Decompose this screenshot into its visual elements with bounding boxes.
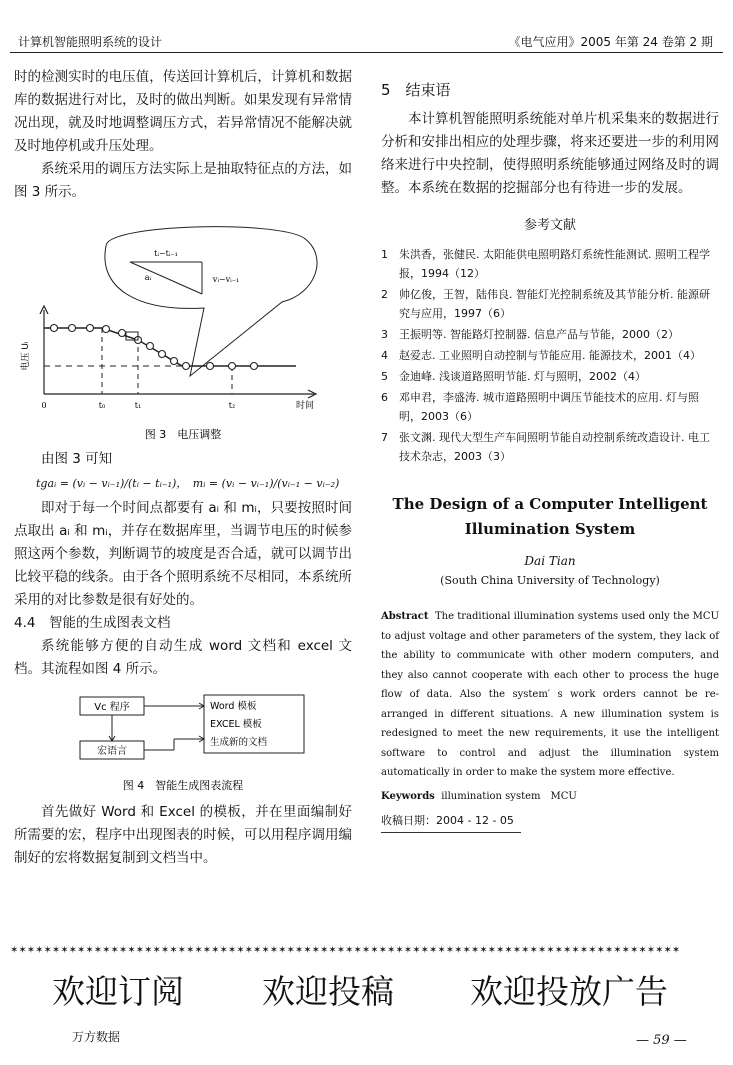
reference-text: 赵爱志. 工业照明自动控制与节能应用. 能源技术，2001（4）: [399, 349, 701, 362]
left-column: [14, 66, 352, 870]
reference-item: [381, 325, 719, 344]
paragraph: 本计算机智能照明系统能对单片机采集来的数据进行分析和安排出相应的处理步骤，将来还要进一步的利用网络来进行中央控制，使得照明系统能够通过网络及时的调整。本系统在数据的挖掘部分也有待进一步的发展。: [381, 111, 719, 196]
english-title: The Design of a Computer Intelligent Illumination System: [392, 495, 708, 538]
figure-3: [14, 216, 352, 448]
tick-t0: t₀: [98, 401, 106, 410]
keywords-label: Keywords: [381, 790, 435, 802]
reference-text: 朱洪香，张健民. 太阳能供电照明路灯系统性能测试. 照明工程学报，1994（12）: [399, 248, 710, 280]
section-heading-5: 5 结束语: [381, 81, 451, 99]
keywords-text: illumination system MCU: [441, 790, 577, 802]
flow-box-vc: Vc 程序: [94, 702, 130, 713]
paragraph: 系统能够方便的自动生成 word 文档和 excel 文档。其流程如图 4 所示。: [14, 638, 352, 677]
reference-text: 帅亿俊，王智，陆伟良. 智能灯光控制系统及其节能分析. 能源研究与应用，1997（6）: [399, 288, 710, 320]
flow-box-excel: EXCEL 模板: [210, 719, 262, 730]
reference-list: [381, 245, 719, 466]
reference-item: [381, 285, 719, 323]
paragraph: 由图 3 可知: [41, 451, 113, 467]
running-header-title: 计算机智能照明系统的设计: [18, 35, 163, 49]
bubble-angle-label: aᵢ: [144, 273, 152, 282]
x-axis-label: 时间: [295, 401, 314, 411]
reference-number: 7: [381, 431, 388, 444]
abstract-text: The traditional illumination systems used only the MCU to adjust voltage and other parameters of the system, they lack of the ability to communicate with other modern computers, and they also cannot cooperate with each other to process the huge flow of data. Also the system′ s work orders cannot be re-arranged in different situations. A new illumination system is redesigned to meet the new requirements, it use the intelligent software to control and adjust the illumination system automatically in order to make the system more effective.: [381, 611, 719, 778]
english-affiliation: (South China University of Technology): [440, 574, 660, 587]
voltage-adjust-diagram: [14, 216, 352, 448]
figure-3-caption: 图 3 电压调整: [144, 428, 222, 441]
paragraph: 即对于每一个时间点都要有 aᵢ 和 mᵢ，只要按照时间点取出 aᵢ 和 mᵢ，并存在数据库里，当调节电压的时候参照这两个参数，判断调节的坡度是否合适，就可以调节出比较平稳的线条。由于各个照明系统不尽相同，本系统所采用的对比参数是很有好处的。: [14, 500, 352, 608]
header-rule: [10, 52, 723, 53]
flow-box-word: Word 模板: [210, 701, 257, 712]
bubble-dt-label: tᵢ−tᵢ₋₁: [154, 249, 178, 258]
formula: tgaᵢ = (vᵢ − vᵢ₋₁)/(tᵢ − tᵢ₋₁)， mᵢ = (vᵢ − vᵢ₋₁)/(vᵢ₋₁ − vᵢ₋₂): [36, 477, 340, 490]
star-divider: ✶✶✶✶✶✶✶✶✶✶✶✶✶✶✶✶✶✶✶✶✶✶✶✶✶✶✶✶✶✶✶✶✶✶✶✶✶✶✶✶✶✶✶✶✶✶✶✶✶✶✶✶✶✶✶✶✶✶✶✶✶✶✶✶✶✶✶✶✶✶✶✶✶✶✶✶✶✶✶✶: [10, 945, 681, 956]
reference-item: [381, 388, 719, 426]
page-number: — 59 —: [636, 1033, 687, 1048]
ad-subscribe: 欢迎订阅: [52, 972, 184, 1011]
received-date: 收稿日期：2004 - 12 - 05: [381, 812, 521, 833]
section-heading-4-4: 4.4 智能的生成图表文档: [14, 615, 171, 631]
abstract-label: Abstract: [381, 611, 429, 622]
keywords: [381, 787, 719, 802]
reference-item: [381, 367, 719, 386]
tick-t1: t₁: [134, 401, 142, 410]
reference-number: 4: [381, 349, 388, 362]
reference-text: 金迪峰. 浅谈道路照明节能. 灯与照明，2002（4）: [399, 370, 646, 383]
right-column: [381, 76, 719, 833]
reference-item: [381, 346, 719, 365]
reference-text: 邓申君，李盛涛. 城市道路照明中调压节能技术的应用. 灯与照明，2003（6）: [399, 391, 699, 423]
paragraph: 系统采用的调压方法实际上是抽取特征点的方法，如图 3 所示。: [14, 161, 352, 200]
y-axis-label: 电压 Uᵢ: [21, 341, 31, 371]
english-author: Dai Tian: [524, 554, 576, 568]
reference-number: 1: [381, 248, 388, 261]
flow-box-newdoc: 生成新的文档: [210, 737, 268, 748]
flow-box-macro: 宏语言: [97, 746, 127, 757]
english-abstract: [381, 607, 719, 783]
reference-number: 2: [381, 288, 388, 301]
paragraph: 时的检测实时的电压值，传送回计算机后，计算机和数据库的数据进行对比，及时的做出判断。如果发现有异常情况出现，就及时地调整调压方式，若异常情况不能解决就及时地停机或升压处理。: [14, 69, 352, 154]
reference-text: 张文渊. 现代大型生产车间照明节能自动控制系统改造设计. 电工技术杂志，2003（3）: [399, 431, 710, 463]
ad-advertise: 欢迎投放广告: [470, 972, 668, 1011]
reference-number: 3: [381, 328, 388, 341]
flow-diagram: [14, 691, 352, 795]
reference-item: [381, 428, 719, 466]
reference-number: 5: [381, 370, 388, 383]
reference-number: 6: [381, 391, 388, 404]
ad-submit: 欢迎投稿: [262, 972, 394, 1011]
reference-text: 王振明等. 智能路灯控制器. 信息产品与节能，2000（2）: [399, 328, 679, 341]
tick-t2: t₂: [228, 401, 236, 410]
references-title: 参考文献: [523, 218, 576, 233]
reference-item: [381, 245, 719, 283]
running-header-journal: 《电气应用》2005 年第 24 卷第 2 期: [508, 35, 713, 49]
source-watermark: 万方数据: [72, 1030, 121, 1044]
figure-4-caption: 图 4 智能生成图表流程: [122, 779, 244, 792]
tick-origin: 0: [41, 401, 47, 410]
paragraph: 首先做好 Word 和 Excel 的模板，并在里面编制好所需要的宏，程序中出现图表的时候，可以用程序调用编制好的宏将数据复制到文档当中。: [14, 804, 352, 866]
bubble-dv-label: vᵢ−vᵢ₋₁: [212, 275, 240, 284]
figure-4: [14, 691, 352, 795]
